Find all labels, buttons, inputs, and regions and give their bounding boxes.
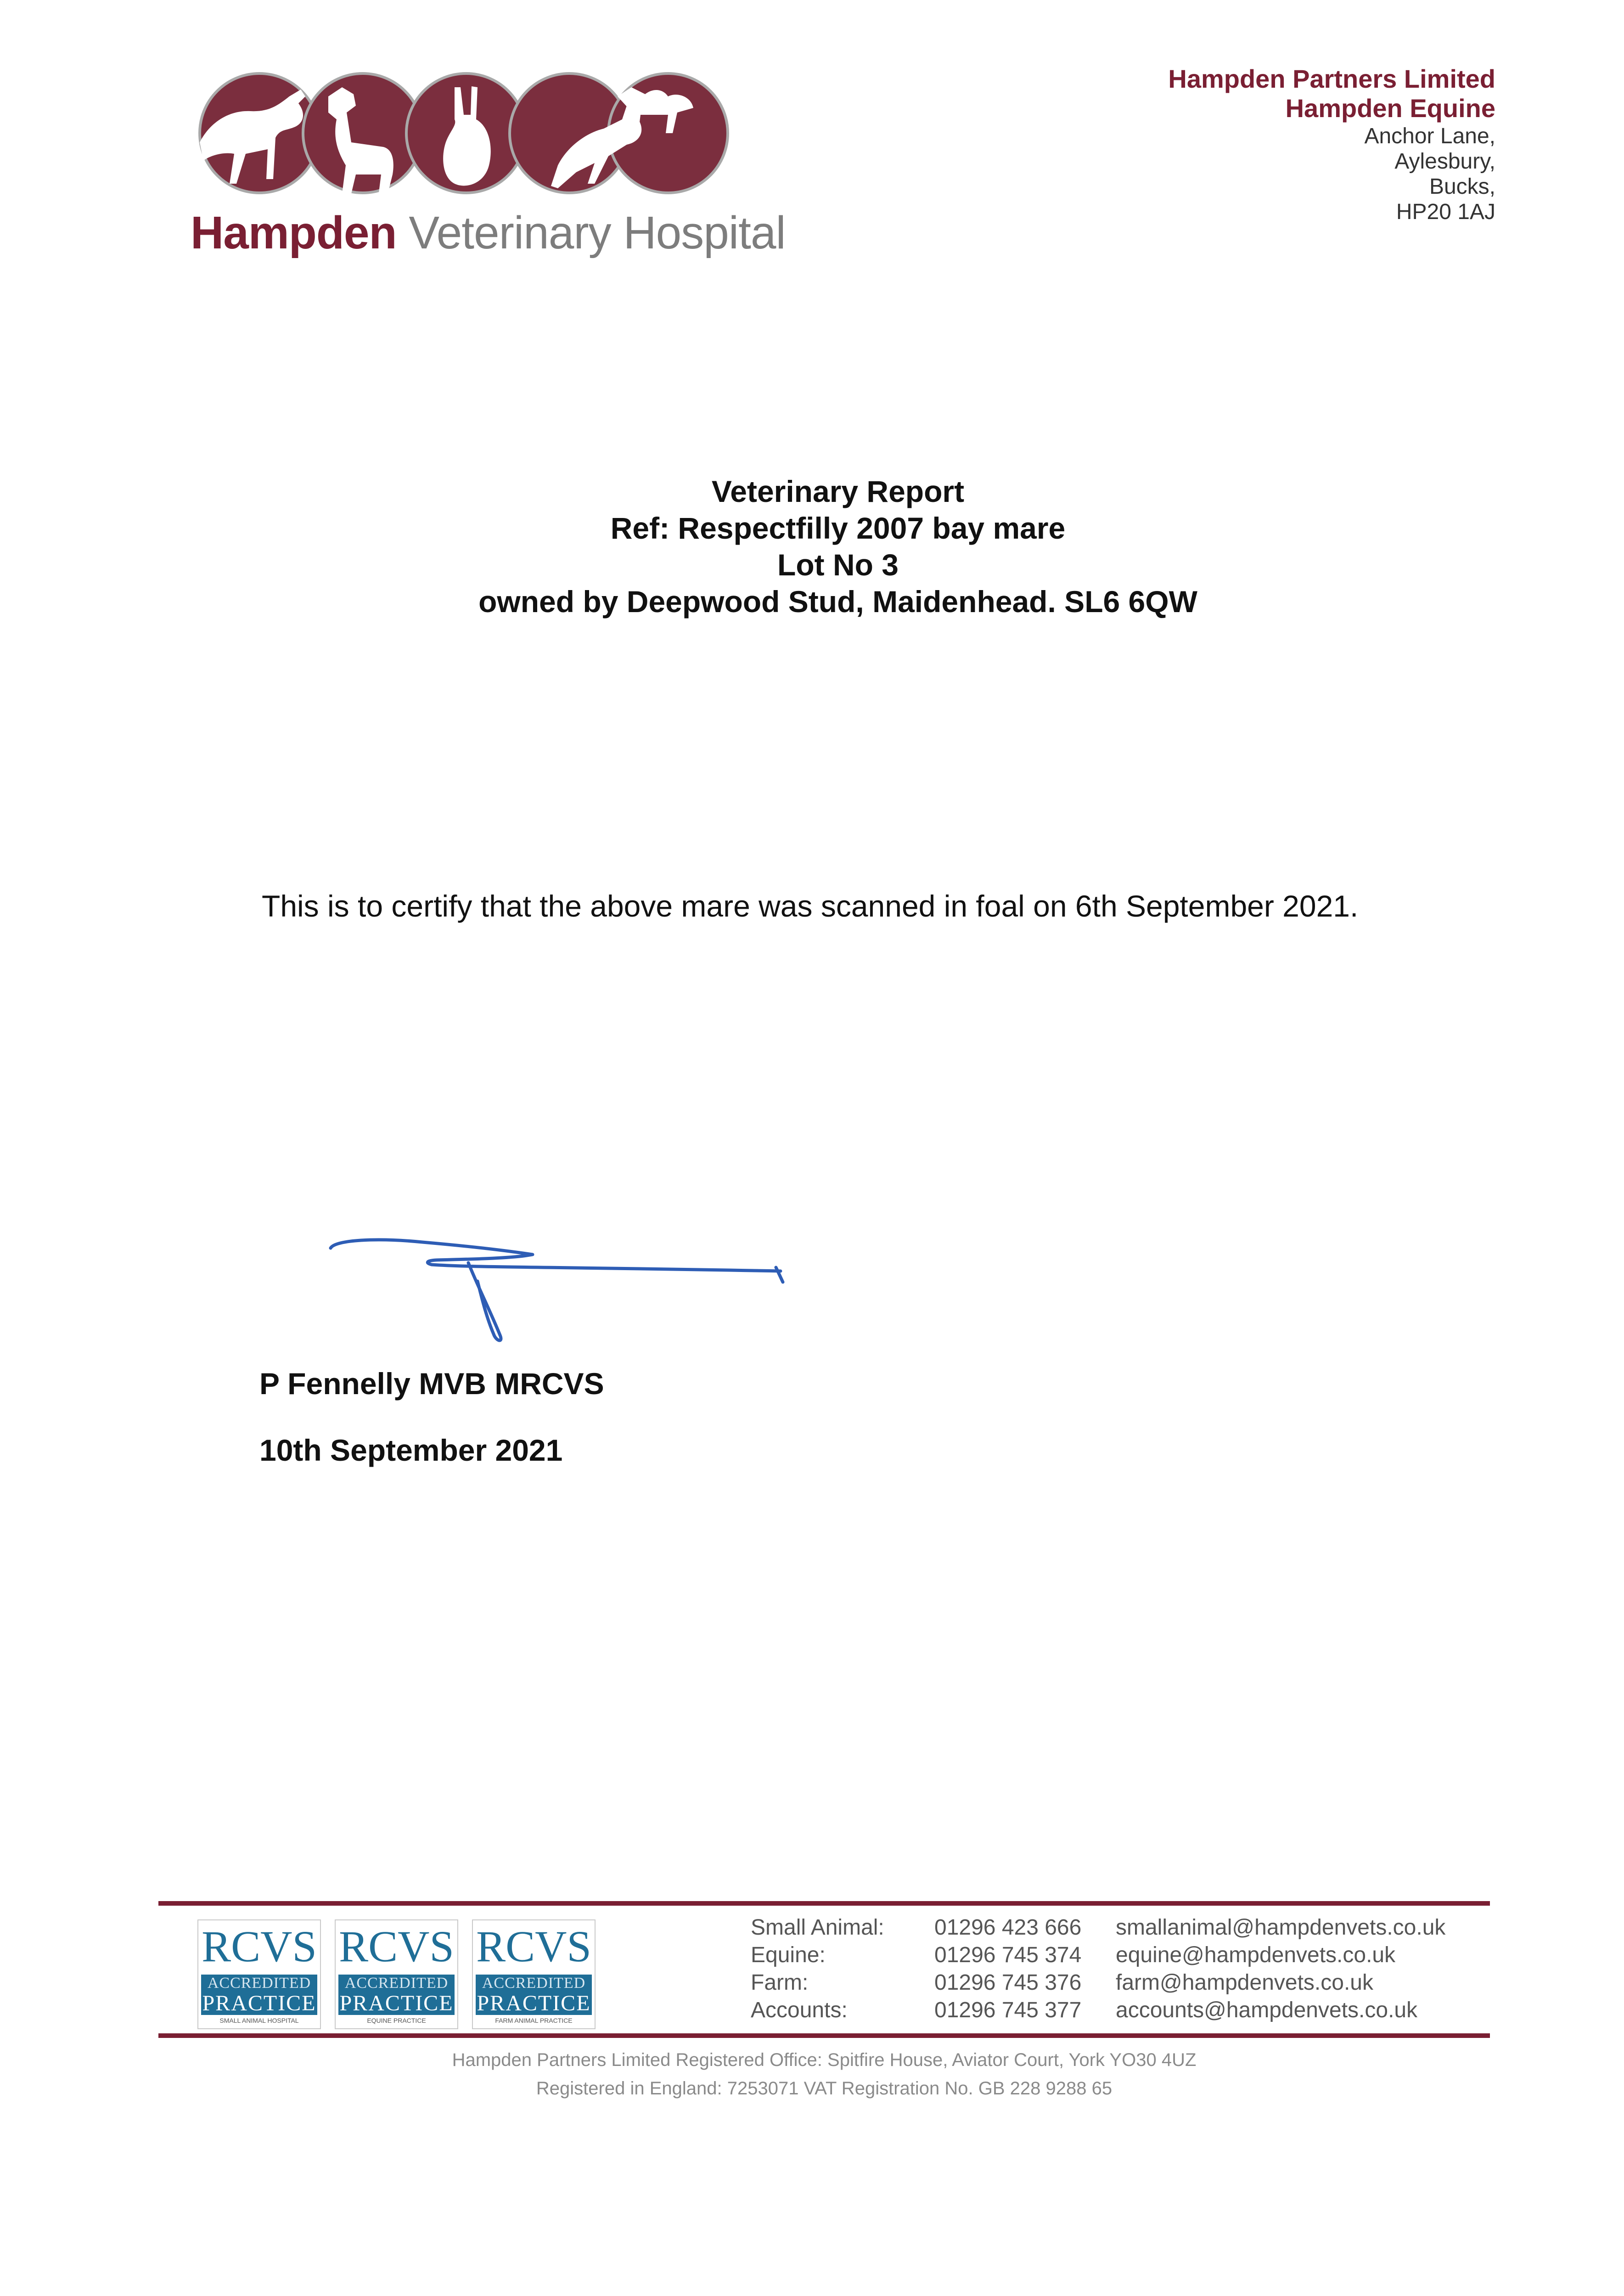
signer-name: P Fennelly MVB MRCVS: [259, 1367, 604, 1401]
rcvs-logo-text: RCVS: [202, 1922, 317, 1971]
report-title-block: [0, 473, 1624, 620]
contact-row-farm: [751, 1969, 1445, 1997]
contact-label: Farm:: [751, 1970, 809, 1995]
hospital-logo: [191, 69, 786, 262]
contact-phone[interactable]: 01296 745 377: [934, 1998, 1082, 2022]
footer-top-rule: [158, 1901, 1490, 1906]
address-line: Bucks,: [1429, 174, 1495, 199]
logo-word-hampden: Hampden: [191, 207, 397, 259]
rcvs-badge-farm: [472, 1919, 596, 2029]
handwritten-signature: [321, 1231, 808, 1368]
address-line: Aylesbury,: [1394, 149, 1495, 174]
contact-label: Equine:: [751, 1943, 826, 1967]
lot-number: Lot No 3: [777, 548, 899, 582]
division-name: Hampden Equine: [1285, 94, 1495, 123]
contact-row-small-animal: [751, 1914, 1445, 1941]
contact-row-accounts: [751, 1997, 1445, 2024]
practice-label: PRACTICE: [477, 1991, 591, 2015]
address-line: Anchor Lane,: [1364, 124, 1495, 148]
animal-silhouettes-logo-icon: [191, 69, 732, 202]
badge-category: FARM ANIMAL PRACTICE: [495, 2017, 573, 2024]
registration-number-line: Registered in England: 7253071 VAT Registration No. GB 228 9288 65: [536, 2078, 1113, 2099]
footer-bottom-rule: [158, 2033, 1490, 2038]
report-title: Veterinary Report: [711, 474, 965, 508]
contact-email[interactable]: smallanimal@hampdenvets.co.uk: [1116, 1915, 1446, 1940]
report-reference: Ref: Respectfilly 2007 bay mare: [610, 511, 1066, 545]
registered-office-line: Hampden Partners Limited Registered Office: Spitfire House, Aviator Court, York YO30 4UZ: [452, 2050, 1197, 2070]
practice-label: PRACTICE: [202, 1991, 316, 2015]
accredited-label: ACCREDITED: [207, 1975, 311, 1992]
contact-email[interactable]: equine@hampdenvets.co.uk: [1116, 1943, 1396, 1967]
certification-statement: This is to certify that the above mare was scanned in foal on 6th September 2021.: [262, 889, 1359, 923]
badge-category: SMALL ANIMAL HOSPITAL: [219, 2017, 299, 2024]
contact-label: Small Animal:: [751, 1915, 884, 1940]
contact-label: Accounts:: [751, 1998, 848, 2022]
rcvs-accreditation-badges: [197, 1919, 596, 2030]
contact-phone[interactable]: 01296 745 374: [934, 1943, 1082, 1967]
rcvs-logo-text: RCVS: [339, 1922, 454, 1971]
company-name: Hampden Partners Limited: [1168, 64, 1495, 93]
contact-phone[interactable]: 01296 745 376: [934, 1970, 1082, 1995]
contact-phone[interactable]: 01296 423 666: [934, 1915, 1082, 1940]
accredited-practice-band: [338, 1975, 455, 2015]
accredited-practice-band: [201, 1975, 317, 2015]
accredited-label: ACCREDITED: [482, 1975, 586, 1992]
badge-category: EQUINE PRACTICE: [367, 2017, 426, 2024]
contact-row-equine: [751, 1941, 1445, 1969]
contact-email[interactable]: accounts@hampdenvets.co.uk: [1116, 1998, 1418, 2022]
rcvs-badge-equine: [335, 1919, 458, 2029]
letterhead-address: [1168, 64, 1495, 225]
address-line: HP20 1AJ: [1396, 200, 1495, 225]
hospital-name: [191, 207, 786, 259]
contact-email[interactable]: farm@hampdenvets.co.uk: [1116, 1970, 1373, 1995]
contact-list: [751, 1914, 1445, 2024]
accredited-label: ACCREDITED: [344, 1975, 449, 1992]
logo-word-veterinary-hospital: Veterinary Hospital: [409, 207, 786, 259]
owner-line: owned by Deepwood Stud, Maidenhead. SL6 6QW: [478, 585, 1197, 619]
rcvs-badge-small-animal: [197, 1919, 321, 2029]
rcvs-logo-text: RCVS: [476, 1922, 591, 1971]
accredited-practice-band: [476, 1975, 592, 2015]
signature-date: 10th September 2021: [259, 1433, 563, 1467]
registered-office-info: [0, 2046, 1624, 2103]
practice-label: PRACTICE: [339, 1991, 454, 2015]
